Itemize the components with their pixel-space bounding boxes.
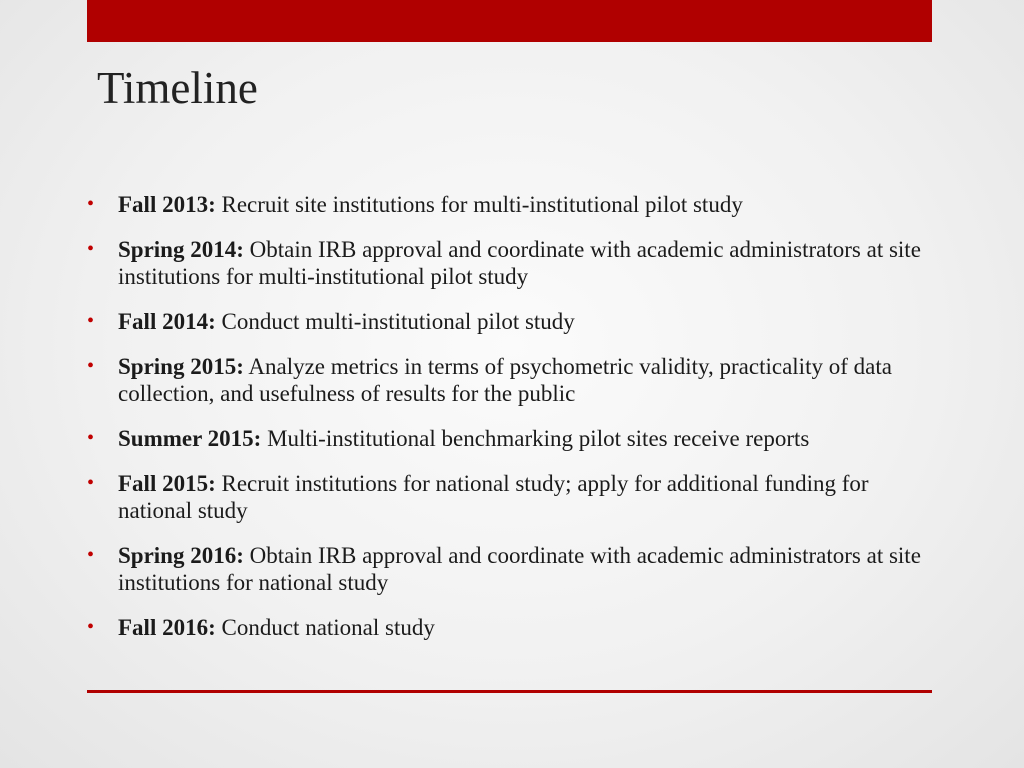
timeline-item-text: Conduct multi-institutional pilot study [215, 309, 575, 334]
timeline-item [87, 236, 927, 290]
timeline-item-label: Fall 2014: [118, 309, 216, 334]
bullet-icon: • [87, 238, 95, 260]
timeline-item [87, 353, 927, 407]
bullet-icon: • [87, 310, 95, 332]
bottom-divider [87, 690, 932, 693]
timeline-item [87, 425, 927, 452]
timeline-list [87, 191, 927, 641]
bullet-icon: • [87, 355, 95, 377]
timeline-item [87, 614, 927, 641]
timeline-item-label: Fall 2015: [118, 471, 216, 496]
timeline-item [87, 542, 927, 596]
timeline-item-label: Spring 2015: [118, 354, 244, 379]
bullet-icon: • [87, 616, 95, 638]
timeline-item [87, 470, 927, 524]
timeline-item-text: Recruit institutions for national study; apply for additional funding for national study [118, 471, 869, 523]
timeline-item-label: Spring 2016: [118, 543, 244, 568]
timeline-item-text: Obtain IRB approval and coordinate with academic administrators at site institutions for multi-institutional pilot study [118, 237, 921, 289]
slide-title: Timeline [97, 63, 258, 113]
top-accent-bar [87, 0, 932, 42]
timeline-item-text: Obtain IRB approval and coordinate with academic administrators at site institutions for national study [118, 543, 921, 595]
timeline-item [87, 308, 927, 335]
bullet-icon: • [87, 427, 95, 449]
timeline-item-text: Analyze metrics in terms of psychometric validity, practicality of data collection, and usefulness of results for the public [118, 354, 892, 406]
bullet-icon: • [87, 544, 95, 566]
timeline-item-label: Spring 2014: [118, 237, 244, 262]
timeline-item-label: Fall 2016: [118, 615, 216, 640]
bullet-icon: • [87, 472, 95, 494]
timeline-item-text: Conduct national study [215, 615, 435, 640]
timeline-item-text: Recruit site institutions for multi-institutional pilot study [215, 192, 743, 217]
timeline-item-label: Summer 2015: [118, 426, 262, 451]
timeline-item [87, 191, 927, 218]
bullet-icon: • [87, 193, 95, 215]
timeline-item-label: Fall 2013: [118, 192, 216, 217]
timeline-item-text: Multi-institutional benchmarking pilot sites receive reports [261, 426, 810, 451]
